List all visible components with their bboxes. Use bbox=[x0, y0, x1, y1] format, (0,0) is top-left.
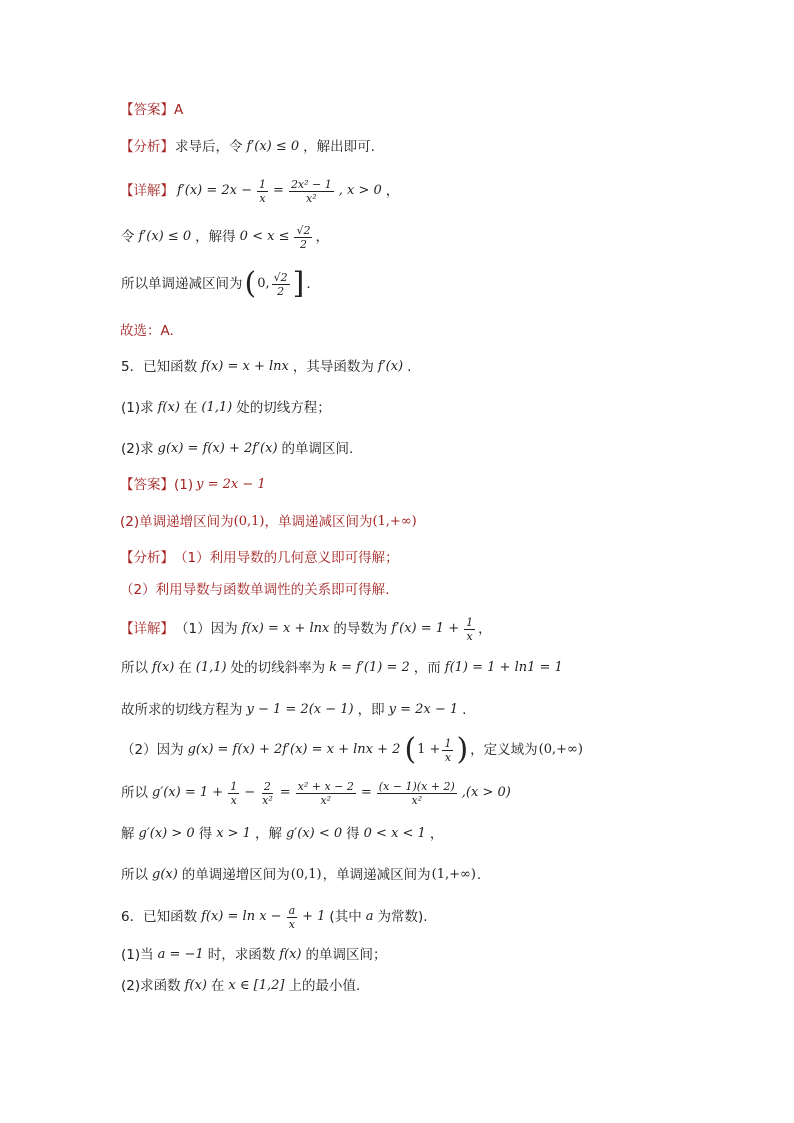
question-6 bbox=[120, 900, 754, 934]
text-line bbox=[120, 321, 754, 341]
math-expression: f(x) = ln x − bbox=[201, 909, 282, 924]
fraction: $\frac{1}{x}$ bbox=[466, 615, 474, 643]
text-segment: ，解得 bbox=[195, 229, 236, 245]
math-expression: = bbox=[273, 183, 284, 198]
text-segment: ，单调递减区间为 bbox=[264, 514, 373, 530]
text-segment: ，解出即可. bbox=[303, 139, 375, 155]
text-line bbox=[120, 824, 754, 844]
left-paren: ( bbox=[404, 732, 417, 767]
text-segment: . bbox=[306, 276, 311, 292]
answer-tag: 【答案】 bbox=[120, 102, 174, 118]
math-expression: = bbox=[360, 785, 372, 800]
math-expression: (0,1) bbox=[233, 514, 265, 529]
text-segment: 6．已知函数 bbox=[121, 909, 198, 925]
text-segment: ，即 bbox=[357, 702, 385, 718]
detail-tag: 【详解】 bbox=[120, 621, 174, 637]
math-expression: g′(x) > 0 bbox=[138, 826, 195, 841]
math-expression: f′(x) = 2x − bbox=[177, 183, 253, 198]
math-expression: + 1 bbox=[302, 909, 326, 924]
text-segment: 得 bbox=[346, 826, 360, 842]
text-segment: (2)单调递增区间为 bbox=[120, 514, 234, 530]
math-expression: f(x) bbox=[152, 660, 175, 675]
text-segment: （2）利用导数与函数单调性的关系即可得解. bbox=[120, 582, 390, 598]
right-paren: ) bbox=[456, 732, 469, 767]
fraction: $\frac{1}{x}$ bbox=[259, 177, 267, 205]
math-expression: f′(x) ≤ 0 bbox=[246, 139, 300, 154]
text-segment: ， bbox=[315, 229, 329, 245]
text-segment: (1)求 bbox=[121, 400, 154, 416]
text-segment: 在 bbox=[178, 660, 192, 676]
detail-tag: 【详解】 bbox=[120, 183, 174, 199]
right-bracket: ] bbox=[292, 266, 305, 301]
math-expression: x > 1 bbox=[216, 826, 251, 841]
text-line bbox=[120, 776, 754, 810]
text-segment: 求导后，令 bbox=[175, 139, 243, 155]
text-segment: 时，求函数 bbox=[207, 947, 276, 963]
text-line bbox=[120, 700, 754, 720]
text-segment: (1) bbox=[174, 477, 194, 493]
analysis-tag: 【分析】 bbox=[120, 139, 174, 155]
math-expression: 0 < x ≤ bbox=[239, 229, 290, 244]
math-expression: (1,+∞) bbox=[372, 514, 417, 529]
math-expression: (0,+∞) bbox=[538, 742, 583, 757]
math-expression: g(x) = f(x) + 2f′(x) bbox=[157, 441, 278, 456]
math-expression: y − 1 = 2(x − 1) bbox=[246, 702, 354, 717]
math-expression: (1,1) bbox=[195, 660, 227, 675]
analysis-tag: 【分析】 bbox=[120, 550, 174, 566]
text-segment: （2）因为 bbox=[121, 742, 184, 758]
answer-tag: 【答案】 bbox=[120, 477, 174, 493]
text-segment: ，其导函数为 bbox=[292, 359, 374, 375]
question-6-part2 bbox=[120, 976, 754, 996]
text-segment: 解 bbox=[121, 826, 135, 842]
text-segment: 处的切线方程； bbox=[236, 400, 331, 416]
text-segment: （1）利用导数的几何意义即可得解； bbox=[174, 550, 399, 566]
math-expression: k = f′(1) = 2 bbox=[329, 660, 410, 675]
math-expression: x ∈ [1,2] bbox=[228, 978, 285, 993]
detail-line bbox=[120, 176, 754, 206]
text-segment: ，而 bbox=[413, 660, 441, 676]
text-segment: 所以 bbox=[121, 660, 148, 676]
math-expression: f(x) bbox=[279, 947, 302, 962]
left-paren: ( bbox=[244, 266, 257, 301]
fraction: $\frac{\text{x² + x − 2}}{\text{x²}}$ bbox=[297, 779, 354, 807]
math-expression: a = −1 bbox=[157, 947, 204, 962]
math-expression: a bbox=[365, 909, 374, 924]
text-segment: 5．已知函数 bbox=[121, 359, 198, 375]
text-line bbox=[120, 658, 754, 678]
math-expression: (0,1) bbox=[290, 867, 322, 882]
math-expression: y = 2x − 1 bbox=[388, 702, 459, 717]
text-segment: 的导数为 bbox=[333, 621, 388, 637]
text-segment: ，单调递减区间为 bbox=[322, 867, 431, 883]
question-5 bbox=[120, 357, 754, 377]
math-expression: 1 + bbox=[417, 742, 441, 757]
question-6-part1 bbox=[120, 945, 754, 965]
text-segment: 的单调区间； bbox=[305, 947, 387, 963]
math-expression: (1,1) bbox=[201, 400, 233, 415]
math-expression: g(x) = f(x) + 2f′(x) = x + lnx + 2 bbox=[187, 742, 401, 757]
math-expression: ,(x > 0) bbox=[461, 785, 511, 800]
text-segment: ， bbox=[429, 826, 444, 842]
fraction: $\frac{1}{x}$ bbox=[230, 779, 238, 807]
math-expression: f(x) = x + lnx bbox=[201, 359, 289, 374]
math-expression: f(x) bbox=[157, 400, 180, 415]
text-segment: 故所求的切线方程为 bbox=[121, 702, 243, 718]
math-expression: f′(x) = 1 + bbox=[391, 621, 460, 636]
detail-line bbox=[120, 612, 754, 646]
text-line bbox=[120, 220, 754, 254]
fraction: $\frac{1}{x}$ bbox=[444, 736, 452, 764]
analysis-line-2 bbox=[120, 580, 754, 600]
text-line bbox=[120, 732, 754, 768]
math-expression: y = 2x − 1 bbox=[196, 477, 266, 492]
math-expression: f(x) = x + lnx bbox=[241, 621, 330, 636]
text-segment: ，解 bbox=[254, 826, 282, 842]
text-line bbox=[120, 266, 754, 302]
math-expression: f′(x) bbox=[377, 359, 404, 374]
math-expression: g′(x) = 1 + bbox=[152, 785, 224, 800]
text-segment: . bbox=[407, 359, 412, 375]
text-segment: (2)求函数 bbox=[121, 978, 181, 994]
text-segment: . bbox=[462, 702, 467, 718]
answer-line-2 bbox=[120, 512, 754, 532]
fraction: $\frac{2}{\text{x²}}$ bbox=[262, 779, 273, 807]
text-segment: 的单调递增区间为 bbox=[181, 867, 290, 883]
text-segment: 所以单调递减区间为 bbox=[121, 276, 243, 292]
text-line bbox=[120, 865, 754, 885]
analysis-line bbox=[120, 137, 754, 157]
answer-value: A bbox=[174, 102, 184, 118]
text-segment: 上的最小值. bbox=[288, 978, 361, 994]
answer-line bbox=[120, 475, 754, 495]
fraction: $\frac{(x - 1)(x + 2)}{\text{x²}}$ bbox=[378, 779, 455, 807]
text-segment: (1)当 bbox=[121, 947, 154, 963]
text-segment: 在 bbox=[183, 400, 198, 416]
text-segment: 的单调区间. bbox=[281, 441, 354, 457]
text-segment: ，定义域为 bbox=[470, 742, 538, 758]
math-expression: f(1) = 1 + ln1 = 1 bbox=[444, 660, 563, 675]
text-segment: . bbox=[476, 867, 482, 883]
text-segment: （1）因为 bbox=[175, 621, 238, 637]
text-segment: 故选：A. bbox=[120, 323, 174, 339]
math-expression: g(x) bbox=[152, 867, 178, 882]
text-segment: 得 bbox=[198, 826, 213, 842]
math-expression: 0 < x < 1 bbox=[363, 826, 426, 841]
math-expression: − bbox=[244, 785, 256, 800]
fraction: $\frac{a}{x}$ bbox=[288, 903, 296, 931]
fraction: $\frac{\text{2x² − 1}}{\text{x²}}$ bbox=[290, 177, 332, 205]
math-expression: g′(x) < 0 bbox=[285, 826, 343, 841]
math-expression: f′(x) ≤ 0 bbox=[138, 229, 192, 244]
fraction: $\frac{√2}{2}$ bbox=[273, 270, 288, 298]
question-5-part2 bbox=[120, 439, 754, 459]
text-segment: (其中 bbox=[329, 909, 362, 925]
math-expression: 0, bbox=[257, 276, 270, 291]
text-segment: 处的切线斜率为 bbox=[230, 660, 326, 676]
math-expression: (1,+∞) bbox=[431, 867, 476, 882]
math-expression: , x > 0 bbox=[338, 183, 382, 198]
question-5-part1 bbox=[120, 398, 754, 418]
text-segment: ， bbox=[385, 183, 400, 199]
text-segment: 令 bbox=[121, 229, 135, 245]
text-segment: ， bbox=[478, 621, 492, 637]
text-segment: 为常数). bbox=[377, 909, 428, 925]
analysis-line bbox=[120, 548, 754, 568]
text-segment: 在 bbox=[210, 978, 225, 994]
answer-line bbox=[120, 100, 754, 120]
text-segment: 所以 bbox=[121, 785, 148, 801]
text-segment: (2)求 bbox=[121, 441, 154, 457]
fraction: $\frac{√2}{2}$ bbox=[296, 223, 311, 251]
math-expression: = bbox=[279, 785, 291, 800]
text-segment: 所以 bbox=[121, 867, 148, 883]
math-expression: f(x) bbox=[184, 978, 207, 993]
